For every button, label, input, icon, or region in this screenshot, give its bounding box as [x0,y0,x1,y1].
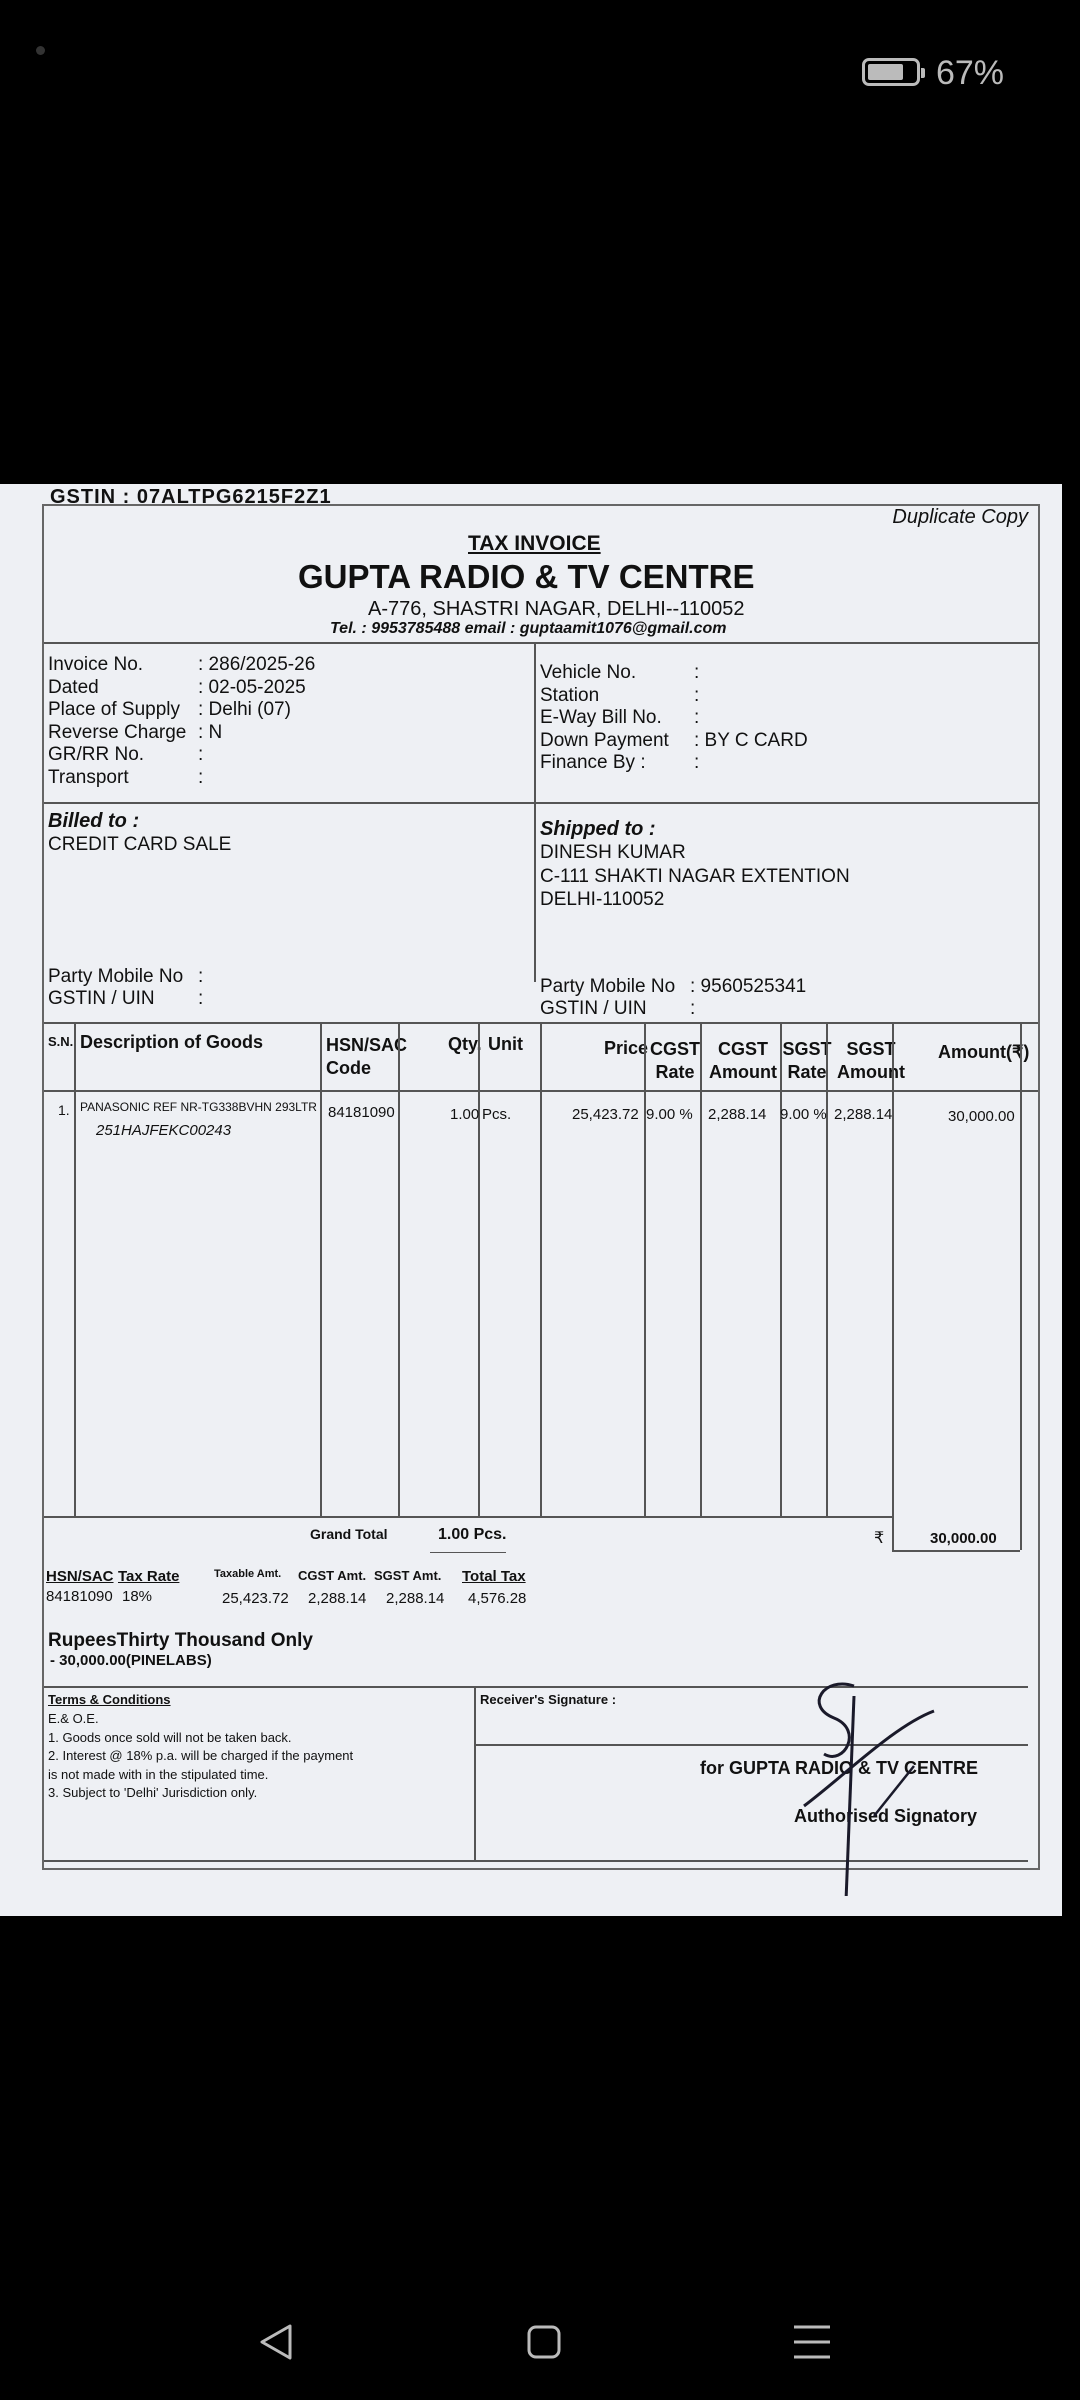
gstin-header: GSTIN : 07ALTPG6215F2Z1 [50,486,332,508]
notification-dot [36,46,45,55]
item-amount: 30,000.00 [948,1108,1015,1125]
company-contact: Tel. : 9953785488 email : guptaamit1076@gmail.com [330,620,727,637]
invoice-photo [0,484,1062,1916]
battery-percent: 67% [935,54,1004,92]
handwritten-signature [784,1666,974,1896]
item-cgst-rate: 9.00 % [646,1106,693,1123]
item-serial: 251HAJFEKC00243 [96,1122,232,1139]
invoice-right-labels: Vehicle No. Station E-Way Bill No. Down Payment Finance By : [540,662,669,773]
grand-total-amount: 30,000.00 [930,1530,997,1547]
shipped-to-address1: C-111 SHAKTI NAGAR EXTENTION [540,866,850,887]
item-price: 25,423.72 [572,1106,639,1123]
payment-note: - 30,000.00(PINELABS) [50,1652,212,1669]
col-cgst-amount: CGST Amount [709,1039,777,1082]
col-cgst-rate: CGST Rate [650,1039,701,1082]
navigation-bar [0,2240,1080,2400]
battery-icon [862,58,920,86]
amount-in-words: RupeesThirty Thousand Only [48,1630,313,1651]
recents-icon[interactable] [792,2322,832,2362]
copy-label: Duplicate Copy [892,506,1028,528]
billed-to-name: CREDIT CARD SALE [48,834,232,855]
shipped-mobile-value: : 9560525341 [690,976,807,997]
shipped-mobile-label: Party Mobile No [540,976,676,997]
item-hsn: 84181090 [328,1104,395,1121]
shipped-gstin-label: GSTIN / UIN [540,998,647,1019]
shipped-to-heading: Shipped to : [540,818,656,840]
col-sgst-amount: SGST Amount [837,1039,905,1082]
rupee-symbol: ₹ [874,1530,885,1547]
col-hsn: HSN/SAC Code [326,1035,408,1078]
grand-total-qty: 1.00 Pcs. [438,1526,507,1543]
col-sgst-rate: SGST Rate [782,1039,832,1082]
billed-mobile-value: : [198,966,204,987]
company-name: GUPTA RADIO & TV CENTRE [298,558,755,595]
receiver-signature: Receiver's Signature : [480,1692,617,1707]
for-company: for GUPTA RADIO & TV CENTRE [700,1758,978,1778]
invoice-left-labels: Invoice No. Dated Place of Supply Reverse Charge GR/RR No. Transport [48,654,187,788]
status-bar [0,0,1080,120]
company-address: A-776, SHASTRI NAGAR, DELHI--110052 [368,598,745,620]
shipped-to-address2: DELHI-110052 [540,889,665,910]
document-title: TAX INVOICE [468,532,601,555]
billed-mobile-label: Party Mobile No [48,966,184,987]
col-price: Price [604,1038,649,1058]
col-description: Description of Goods [80,1032,264,1052]
authorised-signatory: Authorised Signatory [794,1806,978,1826]
item-description: PANASONIC REF NR-TG338BVHN 293LTR [80,1100,317,1114]
invoice-left-values: : 286/2025-26 : 02-05-2025 : Delhi (07) : N : : [198,654,316,788]
invoice-right-values: : : : : BY C CARD : [694,662,808,773]
item-sgst-amount: 2,288.14 [834,1106,893,1123]
col-qty: Qty. [448,1034,482,1054]
billed-gstin-value: : [198,988,204,1009]
col-unit: Unit [488,1034,523,1054]
item-cgst-amount: 2,288.14 [708,1106,767,1123]
item-unit: Pcs. [482,1106,512,1123]
home-icon[interactable] [526,2324,562,2360]
item-qty: 1.00 [450,1106,480,1123]
shipped-to-name: DINESH KUMAR [540,842,686,863]
col-amount: Amount(₹) [938,1042,1030,1062]
shipped-gstin-value: : [690,998,696,1019]
grand-total-label: Grand Total [310,1526,388,1542]
billed-to-heading: Billed to : [48,810,140,832]
item-sgst-rate: 9.00 % [780,1106,827,1123]
billed-gstin-label: GSTIN / UIN [48,988,155,1009]
back-icon[interactable] [258,2322,294,2362]
invoice-document: GSTIN : 07ALTPG6215F2Z1 Duplicate Copy TAX INVOICE GUPTA RADIO & TV CENTRE A-776, SHASTRI NAGAR, DELHI--110052 Tel. : 9953785488 email : guptaamit1076@gmail.com Invoice No. Dated Place of Supply Reverse Charge GR/RR No. Transport : 286/2025-26 : 02-05-2025 : Delhi (07) : N : : Vehicle No. Station E-Way Bill No. Down Payment Finance By : : : : : BY C CARD : Billed to : CREDIT CARD SALE Party Mobile No : GSTIN / UIN : Shipped to : DINESH KUMAR C-111 SHAKTI NAGAR EXTENTION DELHI-110052 Party Mobile No : 9560525341 GSTIN / UIN : S.N. Description of Goods HSN/SAC Code Qty. Unit Price CGST Rate CGST Amount SGST Rate SGST Amount Amount(₹) 1. PANASONIC REF NR-TG338BVHN 293LTR 251HAJFEKC00243 84181090 1.00 Pcs. 25,423.72 9.00 % 2,288.14 9.00 % 2,288.14 30,000.00 Grand Total 1.00 Pcs. ₹ 30,000.00 HSN/SAC Tax Rate Taxable Amt. CGST Amt. SGST Amt. Total Tax 84181090 18% 25,423.72 2,288.14 2,288.14 4,576.28 RupeesThirty Thousand Only - 30,000.00(PINELABS) Terms & Conditions E.& O.E. 1. Goods once sold will not be taken back. 2. Interest @ 18% p.a. will be charged if the payment is not made with in the stipulated time. 3. Subject to 'Delhi' Jurisdiction only. Receiver's Signature : for GUPTA RADIO & TV CENTRE Authorised Signatory [42,504,1040,1870]
